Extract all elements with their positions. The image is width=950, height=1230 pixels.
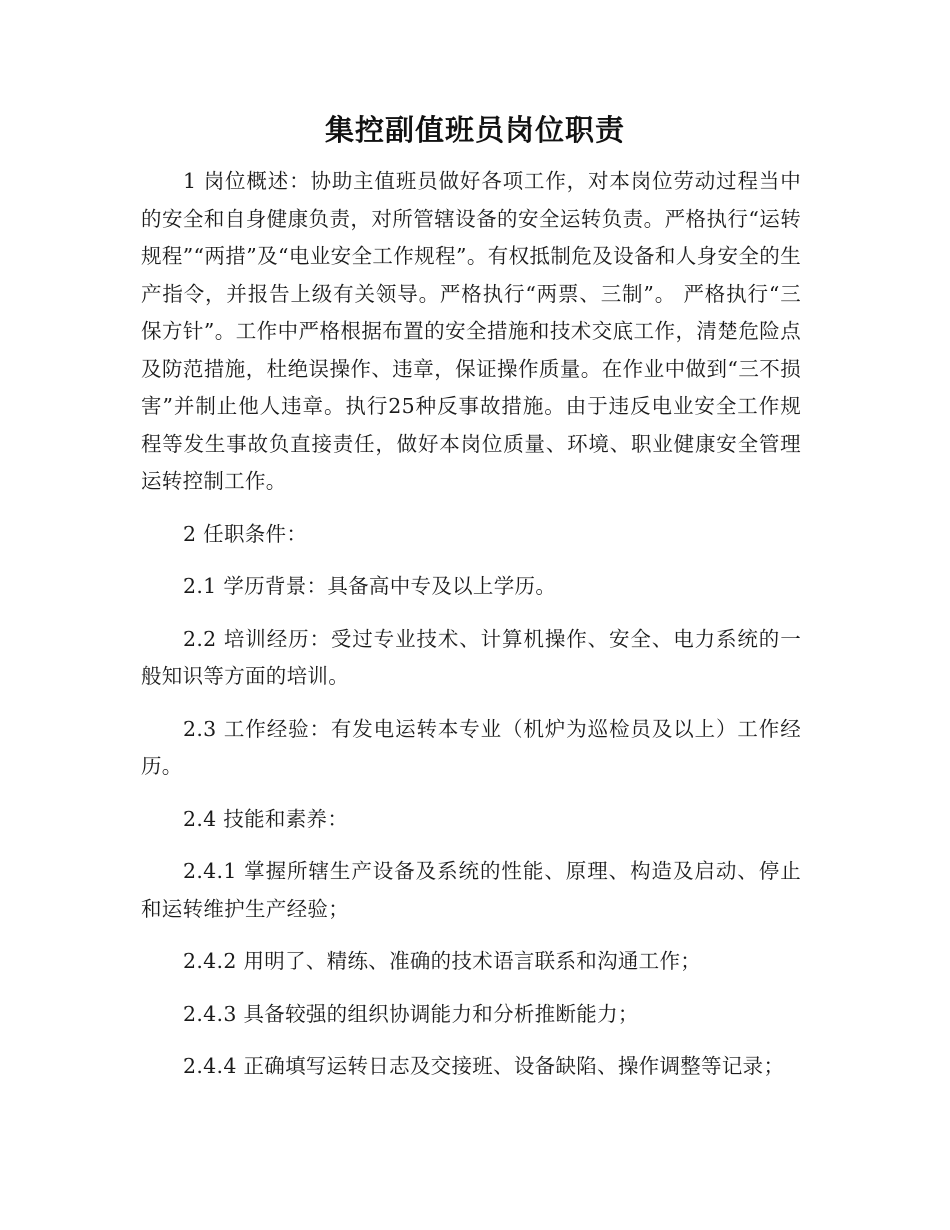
paragraph-skill-3: 2.4.3 具备较强的组织协调能力和分析推断能力；	[183, 1001, 639, 1026]
paragraph-education: 2.1 学历背景：具备高中专及以上学历。	[183, 574, 557, 598]
paragraph-skill-4: 2.4.4 正确填写运转日志及交接班、设备缺陷、操作调整等记录；	[183, 1054, 785, 1078]
paragraph-experience: 2.3 工作经验：有发电运转本专业（机炉为巡检员及以上）工作经历。	[141, 716, 801, 778]
paragraph-qualifications-heading: 2 任职条件：	[183, 521, 308, 546]
paragraph-overview: 1 岗位概述：协助主值班员做好各项工作，对本岗位劳动过程当中的安全和自身健康负责，对所管辖设备的安全运转负责。严格执行“运转规程”“两措”及“电业安全工作规程”。有权抵制危及设备和人身安全的生产指令，并报告上级有关领导。严格执行“两票、三制”。 严格执行“三保方针”。工作中严格根据布置的安全措施和技术交底工作，清楚危险点及防范措施，杜绝误操作、违章，保证操作质量。在作业中做到“三不损害”并制止他人违章。执行25种反事故措施。由于违反电业安全工作规程等发生事故负直接责任，做好本岗位质量、环境、职业健康安全管理运转控制工作。	[141, 169, 801, 493]
document-body	[141, 163, 801, 1101]
document-title: 集控副值班员岗位职责	[324, 113, 625, 147]
paragraph-skills-heading: 2.4 技能和素养：	[183, 806, 349, 831]
paragraph-skill-1: 2.4.1 掌握所辖生产设备及系统的性能、原理、构造及启动、停止和运转维护生产经验；	[141, 859, 801, 921]
paragraph-skill-2: 2.4.2 用明了、精练、准确的技术语言联系和沟通工作；	[183, 949, 702, 973]
paragraph-training: 2.2 培训经历：受过专业技术、计算机操作、安全、电力系统的一般知识等方面的培训。	[141, 626, 801, 688]
